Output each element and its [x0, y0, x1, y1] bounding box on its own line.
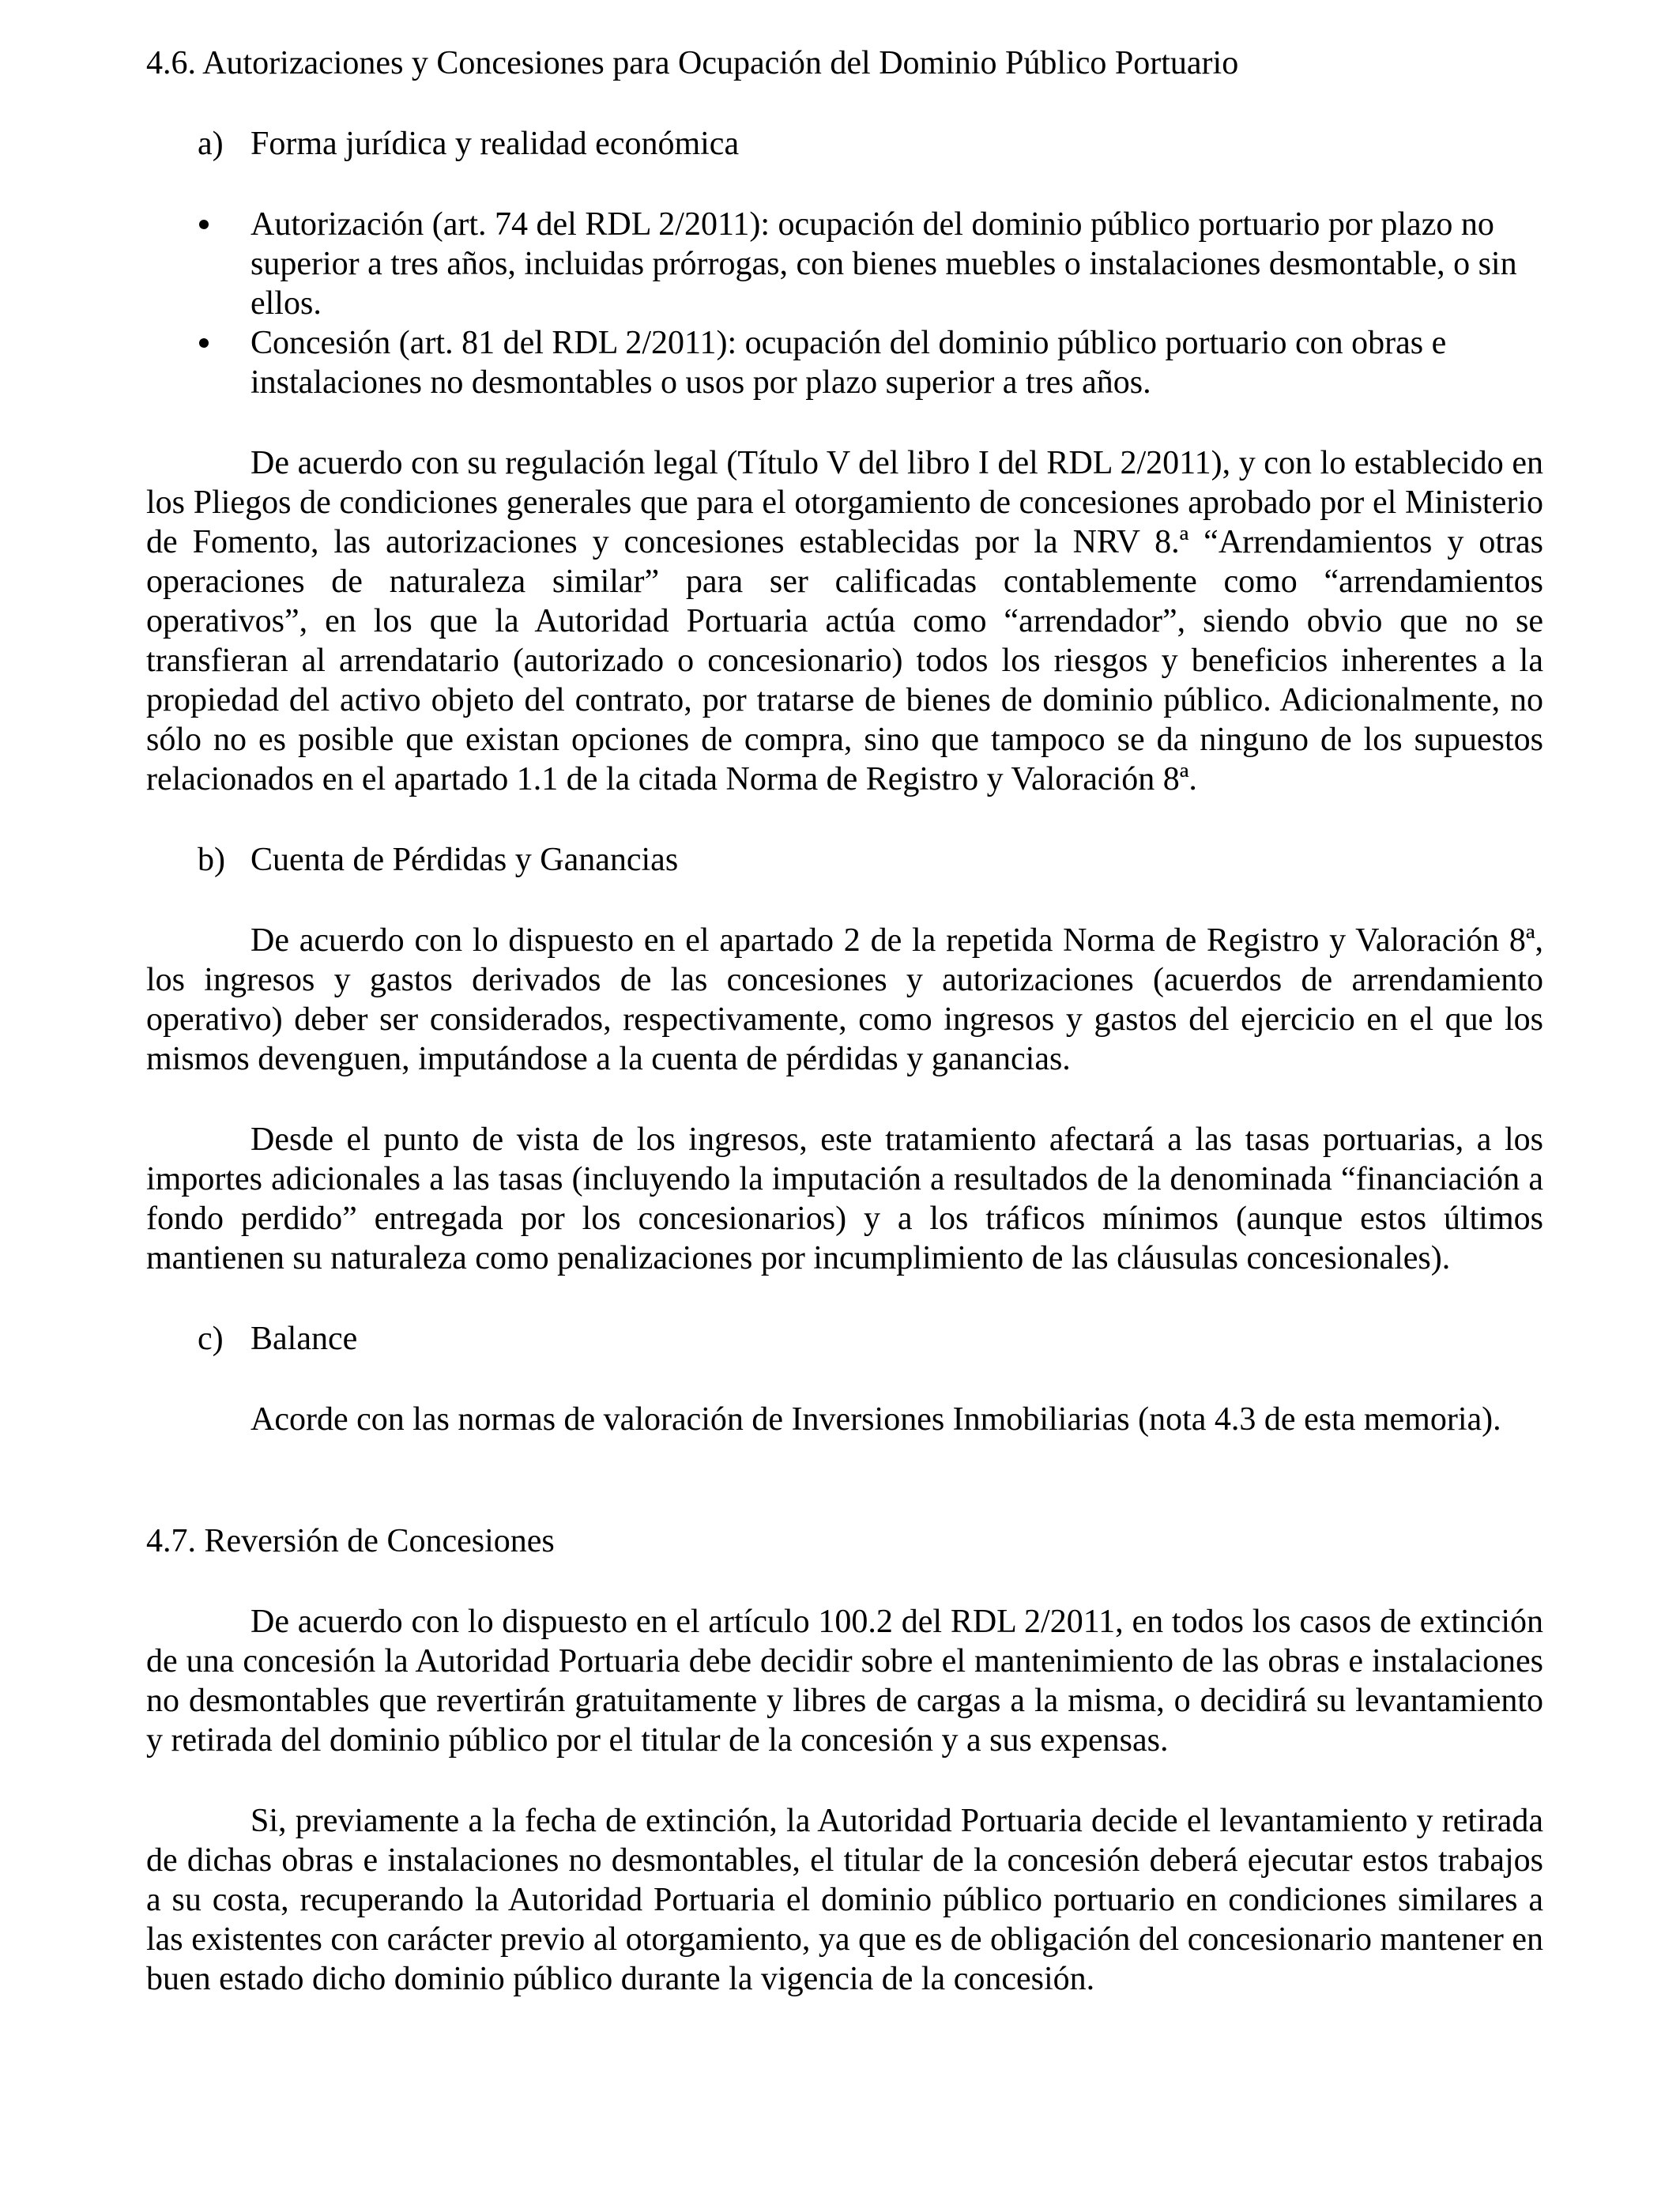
list-item-concesion: [146, 323, 1543, 402]
section-4-6-heading: 4.6. Autorizaciones y Concesiones para Ocupación del Dominio Público Portuario: [146, 45, 1239, 81]
paragraph-balance: Acorde con las normas de valoración de Inversiones Inmobiliarias (nota 4.3 de esta memoria).: [250, 1401, 1501, 1438]
spacer: [146, 1561, 1543, 1602]
bullet-icon: [199, 338, 209, 348]
subsection-a-marker: a): [198, 126, 224, 162]
section-4-7-heading: 4.7. Reversión de Concesiones: [146, 1523, 555, 1559]
paragraph-tasas-portuarias: Desde el punto de vista de los ingresos, este tratamiento afectará a las tasas portuarias, a los importes adicionales a las tasas (incluyendo la imputación a resultados de la denominada “financiación a fondo perdido” entregada por los concesionarios) y a los tráficos mínimos (aunque estos últimos mantienen su naturaleza como penalizaciones por incumplimiento de las cláusulas concesionales).: [146, 1122, 1543, 1276]
bullet-icon: [199, 220, 209, 229]
subsection-c-title: Balance: [250, 1321, 358, 1357]
list-item-text: Autorización (art. 74 del RDL 2/2011): ocupación del dominio público portuario por plazo no superior a tres años, incluidas prórrogas, con bienes muebles o instalaciones desmontable, o sin ellos.: [250, 206, 1517, 322]
spacer: [146, 1439, 1543, 1521]
subsection-b-title: Cuenta de Pérdidas y Ganancias: [250, 842, 679, 878]
list-item-autorizacion: [146, 205, 1543, 323]
subsection-c-marker: c): [198, 1321, 224, 1357]
paragraph-ingresos-gastos: De acuerdo con lo dispuesto en el apartado 2 de la repetida Norma de Registro y Valoración 8ª, los ingresos y gastos derivados de las concesiones y autorizaciones (acuerdos de arrendamiento operativo) deber ser considerados, respectivamente, como ingresos y gastos del ejercicio en el que los mismos devenguen, imputándose a la cuenta de pérdidas y ganancias.: [146, 922, 1543, 1077]
spacer: [146, 83, 1543, 124]
paragraph-articulo-100: De acuerdo con lo dispuesto en el artículo 100.2 del RDL 2/2011, en todos los casos de extinción de una concesión la Autoridad Portuaria debe decidir sobre el mantenimiento de las obras e instalaciones no desmontables que revertirán gratuitamente y libres de cargas a la misma, o decidirá su levantamiento y retirada del dominio público por el titular de la concesión y a sus expensas.: [146, 1604, 1543, 1759]
spacer: [146, 880, 1543, 921]
subsection-a-title: Forma jurídica y realidad económica: [250, 126, 740, 162]
spacer: [146, 1079, 1543, 1120]
spacer: [146, 402, 1543, 443]
subsection-b-heading: [146, 840, 1543, 880]
spacer: [146, 799, 1543, 840]
spacer: [146, 1278, 1543, 1319]
paragraph-levantamiento: Si, previamente a la fecha de extinción, la Autoridad Portuaria decide el levantamiento y retirada de dichas obras e instalaciones no desmontables, el titular de la concesión deberá ejecutar estos trabajos a su costa, recuperando la Autoridad Portuaria el dominio público portuario en condiciones similares a las existentes con carácter previo al otorgamiento, ya que es de obligación del concesionario mantener en buen estado dicho dominio público durante la vigencia de la concesión.: [146, 1803, 1543, 1997]
spacer: [146, 164, 1543, 205]
list-item-text: Concesión (art. 81 del RDL 2/2011): ocupación del dominio público portuario con obras e instalaciones no desmontables o usos por plazo superior a tres años.: [250, 325, 1447, 401]
subsection-a-heading: [146, 124, 1543, 164]
spacer: [146, 1760, 1543, 1801]
document-page: [146, 43, 1543, 1999]
spacer: [146, 1359, 1543, 1400]
subsection-c-heading: [146, 1319, 1543, 1359]
paragraph-regulacion-legal: De acuerdo con su regulación legal (Título V del libro I del RDL 2/2011), y con lo establecido en los Pliegos de condiciones generales que para el otorgamiento de concesiones aprobado por el Ministerio de Fomento, las autorizaciones y concesiones establecidas por la NRV 8.ª “Arrendamientos y otras operaciones de naturaleza similar” para ser calificadas contablemente como “arrendamientos operativos”, en los que la Autoridad Portuaria actúa como “arrendador”, siendo obvio que no se transfieran al arrendatario (autorizado o concesionario) todos los riesgos y beneficios inherentes a la propiedad del activo objeto del contrato, por tratarse de bienes de dominio público. Adicionalmente, no sólo no es posible que existan opciones de compra, sino que tampoco se da ninguno de los supuestos relacionados en el apartado 1.1 de la citada Norma de Registro y Valoración 8ª.: [146, 445, 1543, 797]
subsection-b-marker: b): [198, 842, 225, 878]
bullet-list: [146, 205, 1543, 402]
